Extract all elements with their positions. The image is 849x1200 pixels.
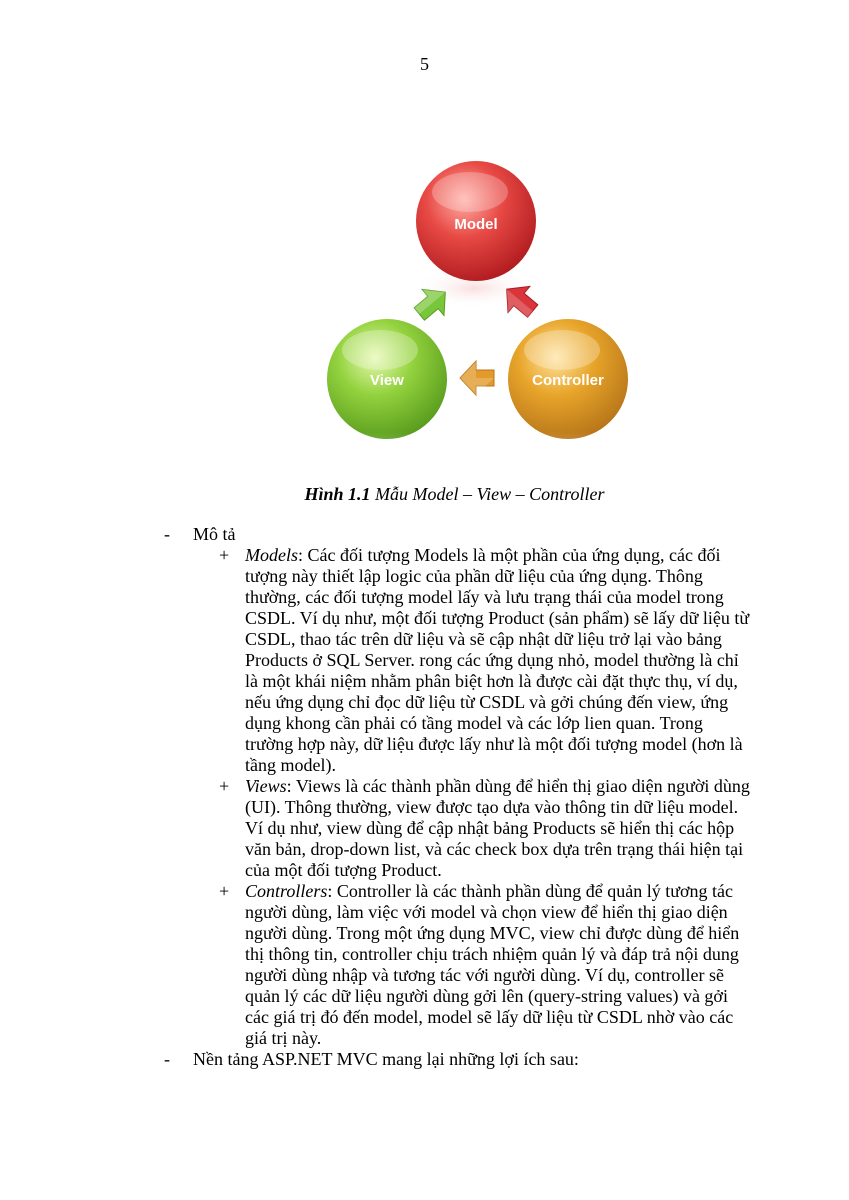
views-term: Views: [245, 776, 287, 796]
views-line: văn bản, drop-down list, và các check box dựa trên trạng thái hiện tại: [245, 839, 744, 859]
figure-label: Hình 1.1: [304, 484, 371, 504]
dash-bullet: -: [164, 524, 170, 544]
model-label: Model: [454, 216, 498, 233]
controllers-line: người dùng, làm việc với model và chọn view để hiển thị giao diện: [245, 902, 728, 922]
controllers-line: người dùng nhập và tương tác với người dùng. Ví dụ, controller sẽ: [245, 965, 724, 985]
controller-node: [508, 319, 628, 439]
model-node: [416, 161, 536, 281]
controllers-line: : Controller là các thành phần dùng để quản lý tương tác: [327, 881, 734, 901]
models-line: thường, các đối tượng model lấy và lưu trạng thái của model trong: [245, 587, 724, 607]
models-line: tầng model).: [245, 755, 336, 775]
figure-caption-text: Mẫu Model – View – Controller: [370, 484, 605, 504]
views-line: (UI). Thông thường, view được tạo dựa vào thông tin dữ liệu model.: [245, 797, 739, 817]
plus-bullet: +: [219, 881, 230, 901]
models-line: tượng này thiết lập logic của phần dữ liệu của ứng dụng. Thông: [245, 566, 703, 586]
views-line: của một đối tượng Product.: [245, 860, 442, 880]
models-line: CSDL. Ví dụ như, một đối tượng Product (sản phẩm) sẽ lấy dữ liệu từ: [245, 608, 750, 628]
bullet-description-text: Mô tả: [193, 524, 236, 544]
plus-bullet: +: [219, 776, 230, 796]
arrow-controller-to-view-icon: [460, 361, 494, 395]
floor-reflection: [320, 432, 650, 490]
dash-bullet: -: [164, 1049, 170, 1069]
models-line: dụng khong cần phải có tầng model và các lớp lien quan. Trong: [245, 713, 703, 733]
view-label: View: [370, 372, 404, 389]
figure-caption: [0, 484, 849, 505]
views-paragraph: [245, 776, 775, 881]
bullet-benefits-text: Nền tảng ASP.NET MVC mang lại những lợi ích sau:: [193, 1049, 579, 1069]
models-line: là một khái niệm nhằm phân biệt hơn là được cài đặt thực thụ, ví dụ,: [245, 671, 738, 691]
controllers-line: người dùng. Trong một ứng dụng MVC, view chỉ được dùng để hiển: [245, 923, 740, 943]
controller-label: Controller: [532, 372, 604, 389]
view-node: [327, 319, 447, 439]
controllers-line: quản lý các dữ liệu người dùng gởi lên (query-string values) và gởi: [245, 986, 728, 1006]
plus-bullet: +: [219, 545, 230, 565]
controllers-line: thị thông tin, controller chịu trách nhiệm quản lý và đáp trả nội dung: [245, 944, 739, 964]
models-line: Products ở SQL Server. rong các ứng dụng nhỏ, model thường là chỉ: [245, 650, 739, 670]
page-number: 5: [420, 54, 429, 74]
controllers-line: giá trị này.: [245, 1028, 322, 1048]
controllers-line: các giá trị đó đến model, model sẽ lấy dữ liệu từ CSDL nhờ vào các: [245, 1007, 734, 1027]
controllers-term: Controllers: [245, 881, 328, 901]
models-term: Models: [245, 545, 298, 565]
models-paragraph: [245, 545, 775, 776]
views-line: : Views là các thành phần dùng để hiển thị giao diện người dùng: [286, 776, 750, 796]
models-line: CSDL, thao tác trên dữ liệu và sẽ cập nhật dữ liệu trở lại vào bảng: [245, 629, 722, 649]
mvc-diagram: [300, 150, 660, 490]
views-line: Ví dụ như, view dùng để cập nhật bảng Products sẽ hiển thị các hộp: [245, 818, 735, 838]
models-line: nếu ứng dụng chỉ đọc dữ liệu từ CSDL và gởi chúng đến view, ứng: [245, 692, 729, 712]
models-line: : Các đối tượng Models là một phần của ứng dụng, các đối: [298, 545, 721, 565]
mvc-diagram-svg: [300, 150, 660, 490]
controllers-paragraph: [245, 881, 775, 1049]
models-line: trường hợp này, dữ liệu được lấy như là một đối tượng model (hơn là: [245, 734, 743, 754]
